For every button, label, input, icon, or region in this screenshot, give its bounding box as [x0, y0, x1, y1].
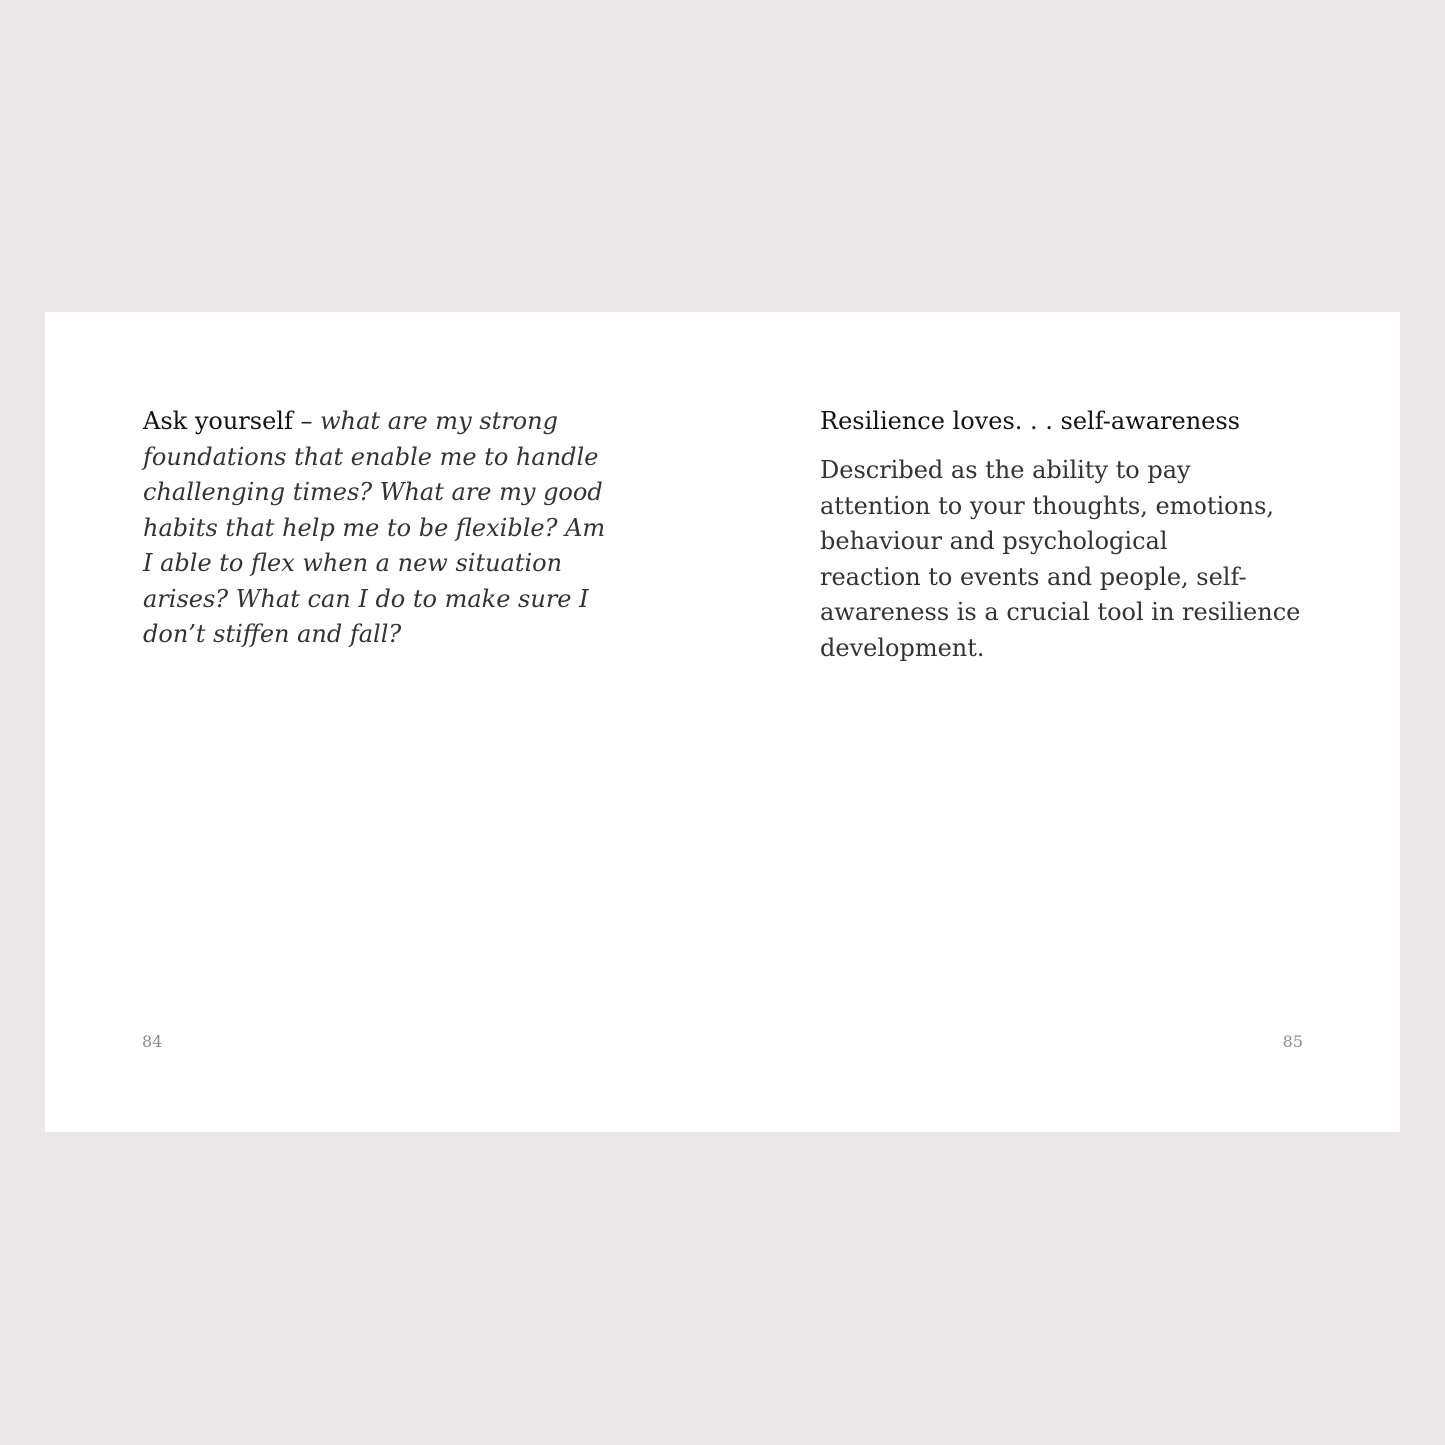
page-number-left: 84: [142, 1032, 163, 1051]
right-page: [722, 312, 1400, 1132]
prompt-line: what are my strong: [320, 407, 558, 435]
body-line: development.: [820, 633, 985, 662]
prompt-line: don’t stiffen and fall?: [143, 620, 402, 648]
body-paragraph: [820, 453, 1320, 666]
prompt-lead: Ask yourself: [143, 407, 293, 435]
body-line: Described as the ability to pay: [820, 456, 1191, 484]
prompt-line: habits that help me to be flexible? Am: [143, 513, 606, 542]
body-line: reaction to events and people, self-: [820, 562, 1247, 591]
page-number-right: 85: [1282, 1032, 1303, 1051]
prompt-line: I able to flex when a new situation: [143, 549, 563, 577]
left-page: [45, 312, 722, 1132]
prompt-line: challenging times? What are my good: [143, 478, 603, 506]
body-line: awareness is a crucial tool in resilience: [820, 598, 1301, 626]
book-spread: [45, 312, 1400, 1132]
prompt-line: foundations that enable me to handle: [143, 442, 599, 471]
prompt-dash: –: [292, 407, 321, 435]
body-line: behaviour and psychological: [820, 527, 1168, 555]
prompt-first-line: [143, 404, 623, 440]
reflection-prompt: [143, 404, 623, 653]
prompt-line: arises? What can I do to make sure I: [143, 584, 589, 613]
section-heading: Resilience loves. . . self-awareness: [820, 407, 1240, 435]
body-line: attention to your thoughts, emotions,: [820, 491, 1275, 520]
